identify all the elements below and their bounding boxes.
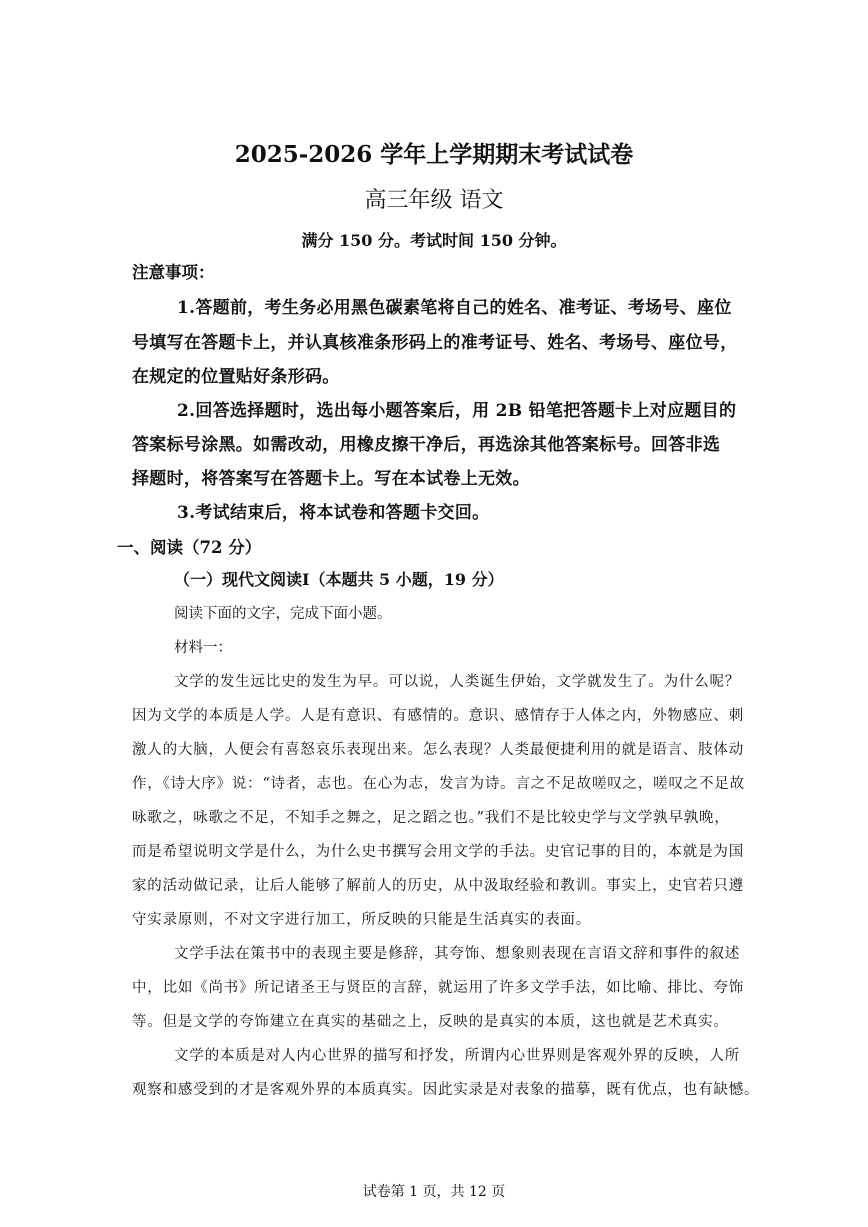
- notice-heading: 注意事项：: [132, 263, 215, 282]
- notice-line: 号填写在答题卡上，并认真核准条形码上的准考证号、姓名、考场号、座位号，: [132, 333, 738, 353]
- paragraph-line: 中，比如《尚书》所记诸圣王与贤臣的言辞，就运用了许多文学手法，如比喻、排比、夸饰: [132, 980, 744, 996]
- notice-line: 2.回答选择题时，选出每小题答案后，用 2B 铅笔把答题卡上对应题目的: [177, 401, 737, 421]
- subsection-heading: （一）现代文阅读Ⅰ（本题共 5 小题，19 分）: [174, 570, 504, 589]
- paragraph-line: 守实录原则，不对文字进行加工，所反映的只能是生活真实的表面。: [132, 912, 591, 928]
- exam-subtitle: 高三年级 语文: [364, 188, 504, 213]
- paragraph-line: 而是希望说明文学是什么，为什么史书撰写会用文学的手法。史官记事的目的，本就是为国: [132, 844, 744, 860]
- reading-instruction: 阅读下面的文字，完成下面小题。: [174, 606, 392, 622]
- notice-line: 在规定的位置贴好条形码。: [132, 367, 340, 387]
- exam-meta: 满分 150 分。考试时间 150 分钟。: [301, 231, 567, 250]
- notice-line: 择题时，将答案写在答题卡上。写在本试卷上无效。: [132, 469, 530, 489]
- paragraph-line: 激人的大脑，人便会有喜怒哀乐表现出来。怎么表现？人类最便捷利用的就是语言、肢体动: [132, 742, 744, 758]
- paragraph-line: 文学手法在策书中的表现主要是修辞，其夸饰、想象则表现在言语文辞和事件的叙述: [174, 946, 741, 962]
- notice-line: 3.考试结束后，将本试卷和答题卡交回。: [177, 503, 490, 523]
- paragraph-line: 因为文学的本质是人学。人是有意识、有感情的。意识、感情存于人体之内，外物感应、刺: [132, 708, 744, 724]
- material-label: 材料一：: [174, 640, 232, 656]
- paragraph-line: 文学的本质是对人内心世界的描写和抒发，所谓内心世界则是客观外界的反映，人所: [174, 1048, 741, 1064]
- exam-title: 2025-2026 学年上学期期末考试试卷: [234, 141, 634, 168]
- notice-line: 1.答题前，考生务必用黑色碳素笔将自己的姓名、准考证、考场号、座位: [177, 298, 732, 318]
- notice-line: 答案标号涂黑。如需改动，用橡皮擦干净后，再选涂其他答案标号。回答非选: [132, 435, 721, 455]
- paragraph-line: 咏歌之，咏歌之不足，不知手之舞之，足之蹈之也。”我们不是比较史学与文学孰早孰晚，: [132, 810, 730, 826]
- paragraph-line: 作，《诗大序》说：“诗者，志也。在心为志，发言为诗。言之不足故嗟叹之，嗟叹之不足故: [132, 776, 745, 792]
- paragraph-line: 文学的发生远比史的发生为早。可以说，人类诞生伊始，文学就发生了。为什么呢？: [174, 674, 741, 690]
- paragraph-line: 家的活动做记录，让后人能够了解前人的历史，从中汲取经验和教训。事实上，史官若只遵: [132, 878, 744, 894]
- page-footer: 试卷第 1 页，共 12 页: [362, 1184, 506, 1200]
- paragraph-line: 观察和感受到的才是客观外界的本质真实。因此实录是对表象的描摹，既有优点，也有缺憾。: [132, 1082, 760, 1098]
- paragraph-line: 等。但是文学的夸饰建立在真实的基础之上，反映的是真实的本质，这也就是艺术真实。: [132, 1014, 729, 1030]
- section-heading: 一、阅读（72 分）: [117, 538, 262, 557]
